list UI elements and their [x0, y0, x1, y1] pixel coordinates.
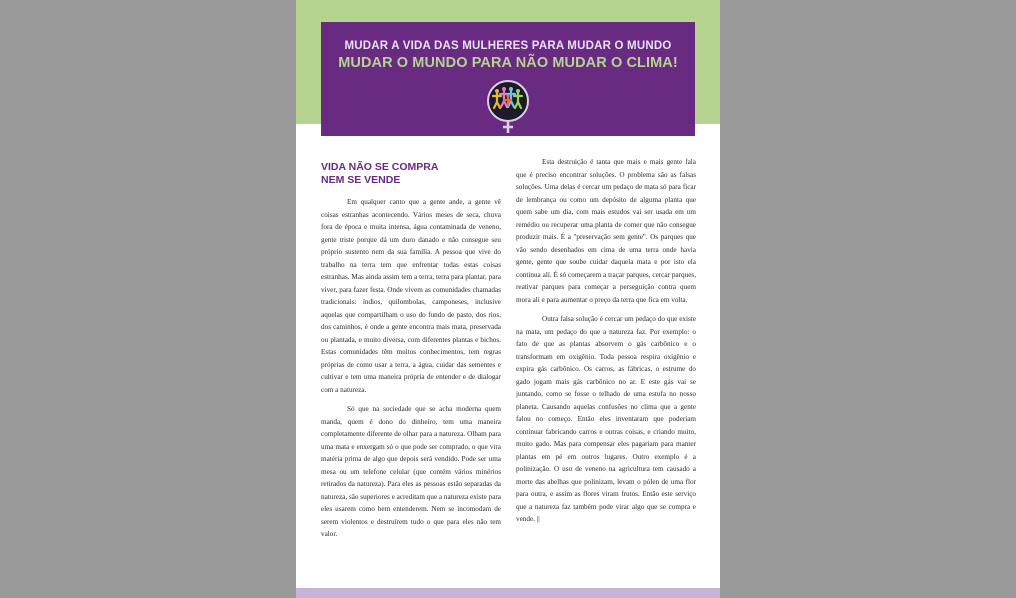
- document-page: [296, 0, 720, 598]
- paragraph: Em qualquer canto que a gente ande, a gente vê coisas estranhas acontecendo. Vários meses de seca, chuva fora de época e muita intensa, água contaminada de veneno, gente triste porque dá um duro danado e não consegue seu próprio sustento nem da sua família. A pessoa que vive do trabalho na terra tem que enfrentar todas estas coisas estranhas. Mas ainda assim tem a terra, terra para plantar, para viver, para fazer festa. Onde vivem as comunidades chamadas tradicionais: índios, quilombolas, camponeses, inclusive aquelas que compartilham o uso do fundo de pasto, dos rios, dos caminhos, é onde a gente encontra mais mata, preservada ou plantada, e muito diversa, com diferentes plantas e bichos. Estas comunidades têm muitos conhecimentos, tem regras próprias de como usar a terra, a água, cuidar das sementes e cultivar e tem uma maneira própria de entender e de dialogar com a natureza.: [321, 198, 501, 394]
- right-column: [516, 156, 696, 533]
- section-heading-line1: VIDA NÃO SE COMPRA: [321, 161, 439, 173]
- header-banner: [321, 22, 695, 136]
- paragraph: Outra falsa solução é cercar um pedaço do que existe na mata, um pedaço do que a natureza faz. Por exemplo: o fato de que as plantas absorvem o gás carbônico e o transformam em oxigênio. Toda pessoa respira oxigênio e expira gás carbônico. Os carros, as fábricas, o estrume do gado jogam mais gás carbônico no ar. E este gás vai se juntando, como se fosse o telhado de uma estufa no nosso planeta. Causando aquelas confusões no clima que a gente falou no começo. Então eles inventaram que poderiam continuar fabricando carros e outras coisas, e criando muito, muito gado. Mas para compensar eles pagariam para manter plantas em pé em outros lugares. Outro exemplo é a polinização. O uso de veneno na agricultura tem causado a morte das abelhas que polinizam, levam o pólen de uma flor para outra, e assim as flores viram frutos. Então este serviço que a natureza faz também pode virar algo que se compra e vende. ||: [516, 315, 696, 523]
- section-heading-line2: NEM SE VENDE: [321, 174, 401, 186]
- bottom-lavender-band: [296, 588, 720, 598]
- women-circle-logo-icon: [481, 77, 535, 135]
- paragraph: Só que na sociedade que se acha moderna quem manda, quem é dono do dinheiro, tem uma maneira completamente diferente de olhar para a natureza. Olham para uma mata e enxergam só o que pode ser comprado, o que vira matéria prima de algo que depois será vendido. Pode ser uma mesa ou um telefone celular (que contém vários minérios retirados da natureza). Para eles as pessoas estão separadas da natureza, são superiores e acreditam que a natureza existe para eles usarem como bem entenderem. Nem se incomodam de serem violentos e destruírem tudo o que para eles não tem valor.: [321, 405, 501, 538]
- left-column: [321, 196, 501, 548]
- paragraph: Esta destruição é tanta que mais e mais gente fala que é preciso encontrar soluções. O problema são as falsas soluções. Uma delas é cercar um pedaço de mata só para ficar de lembrança ou como um depósito de alguma planta que quem sabe um dia, com mais estudos vai ser usada em um remédio ou recuperar uma planta de comer que não consegue produzir mais. É a "preservação sem gente". Os parques que vão sendo desenhados em cima de uma terra onde havia gente, gente que soube cuidar daquela mata e por isto ela continua alí. É só começarem a traçar parques, cercar parques, reativar parques para começar a perseguição contra quem mora alí e para aumentar o preço da terra que fica em volta.: [516, 158, 696, 304]
- section-heading: [321, 161, 501, 187]
- banner-title: MUDAR A VIDA DAS MULHERES PARA MUDAR O MUNDO: [344, 40, 672, 52]
- banner-subtitle: MUDAR O MUNDO PARA NÃO MUDAR O CLIMA!: [338, 55, 678, 71]
